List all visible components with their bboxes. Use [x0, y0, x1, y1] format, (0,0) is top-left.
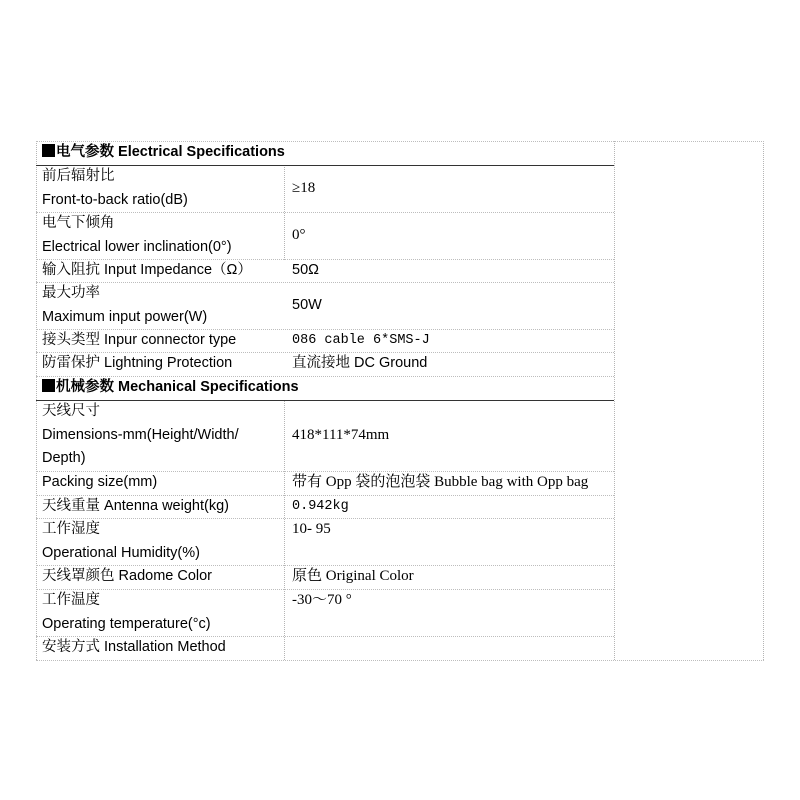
table-row [36, 589, 614, 636]
grid-line [763, 141, 764, 660]
row-value: 086 cable 6*SMS-J [292, 333, 430, 348]
row-value: 直流接地 DC Ground [292, 355, 428, 371]
row-label-en: Electrical lower inclination(0°) [42, 238, 232, 255]
mechanical-section-title: 机械参数 Mechanical Specifications [56, 379, 299, 395]
row-value: 10- 95 [292, 521, 331, 537]
row-value: 50W [292, 296, 322, 313]
row-value: ≥18 [292, 179, 316, 196]
row-label-en: Maximum input power(W) [42, 308, 208, 325]
table-row [36, 400, 614, 471]
grid-line [614, 141, 615, 660]
table-row [36, 329, 614, 352]
table-row [36, 636, 614, 660]
table-row [36, 565, 614, 589]
row-value: 50Ω [292, 262, 319, 278]
row-label: 天线重量 Antenna weight(kg) [42, 498, 229, 514]
row-value: 带有 Opp 袋的泡泡袋 Bubble bag with Opp bag [292, 474, 589, 490]
row-label-cn: 天线尺寸 [42, 403, 100, 419]
square-bullet-icon [42, 144, 55, 157]
table-row [36, 282, 614, 329]
row-label: 天线罩颜色 Radome Color [42, 568, 213, 584]
table-row [36, 259, 614, 282]
row-value: 原色 Original Color [292, 568, 414, 584]
row-label: 接头类型 Inpur connector type [42, 332, 237, 348]
grid-line [36, 660, 764, 661]
table-row [36, 352, 614, 376]
table-row [36, 495, 614, 518]
row-label-en: Dimensions-mm(Height/Width/ [42, 426, 239, 443]
row-label-en: Operational Humidity(%) [42, 544, 200, 561]
row-label: 输入阻抗 Input Impedance（Ω） [42, 262, 252, 278]
table-row [36, 471, 614, 495]
row-label-en-cont: Depth) [42, 450, 86, 466]
square-bullet-icon [42, 379, 55, 392]
row-value: 0° [292, 226, 306, 243]
electrical-section-title: 电气参数 Electrical Specifications [56, 144, 285, 160]
row-label-cn: 工作湿度 [42, 521, 100, 537]
row-value: -30～70 ° [292, 592, 352, 608]
table-row [36, 165, 614, 212]
row-value: 418*111*74mm [292, 426, 390, 443]
row-value: 0.942kg [292, 499, 349, 514]
row-label: 安装方式 Installation Method [42, 639, 226, 655]
row-label-cn: 前后辐射比 [42, 168, 115, 184]
mechanical-section-header [36, 376, 614, 400]
row-label-en: Operating temperature(°c) [42, 615, 211, 632]
row-label-cn: 电气下倾角 [42, 215, 115, 231]
row-label-en: Front-to-back ratio(dB) [42, 191, 188, 208]
table-row [36, 518, 614, 565]
row-label: Packing size(mm) [42, 474, 158, 490]
row-label: 防雷保护 Lightning Protection [42, 355, 233, 371]
row-label-cn: 最大功率 [42, 285, 100, 301]
row-label-cn: 工作温度 [42, 592, 100, 608]
table-row [36, 212, 614, 259]
